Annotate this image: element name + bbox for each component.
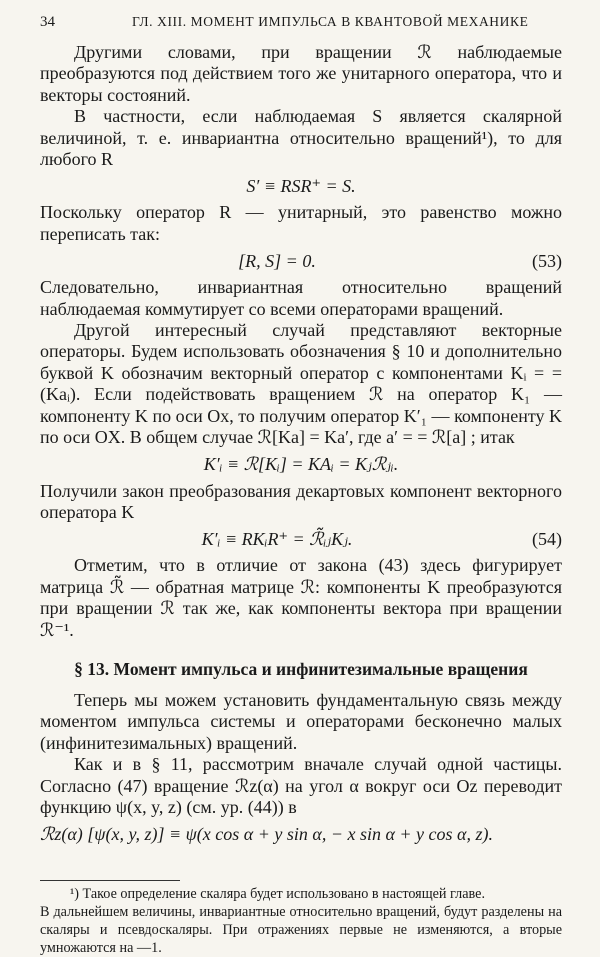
equation-scalar <box>40 170 562 202</box>
footnote-line-2: В дальнейшем величины, инвариантные относительно вращений, будут разделены на скаляры и псевдоскаляры. При отражениях первые не изменяются, а вторые умножаются на —1. <box>40 904 562 957</box>
equation-53-number: (53) <box>532 250 562 271</box>
equation-53 <box>40 245 562 277</box>
paragraph-7: Отметим, что в отличие от закона (43) здесь фигурирует матрица ℛ̃ — обратная матрице ℛ: компоненты K преобразуются при вращении ℛ так же, как компоненты вектора при вращении ℛ⁻¹. <box>40 555 562 640</box>
page-number: 34 <box>40 14 55 30</box>
paragraph-9: Как и в § 11, рассмотрим вначале случай одной частицы. Согласно (47) вращение ℛz(α) на угол α вокруг оси Oz переводит функцию ψ(x, y, z) (см. ур. (44)) в <box>40 754 562 817</box>
equation-54-body: K′ᵢ ≡ RKᵢR⁺ = ℛ̃ᵢⱼKⱼ. <box>201 528 353 549</box>
footnote-line-1: ¹) Такое определение скаляра будет использовано в настоящей главе. <box>70 886 485 903</box>
equation-vector-components-body: K′ᵢ ≡ ℛ[Kᵢ] = KAᵢ = Kⱼℛⱼᵢ. <box>203 454 399 474</box>
equation-54 <box>40 523 562 555</box>
section-title: § 13. Момент импульса и инфинитезимальные вращения <box>74 658 528 679</box>
equation-vector-components <box>40 449 562 481</box>
paragraph-1: Другими словами, при вращении ℛ наблюдаемые преобразуются под действием того же унитарного оператора, что и векторы состояний. <box>40 42 562 105</box>
paragraph-2: В частности, если наблюдаемая S является скалярной величиной, т. е. инвариантна относительно вращений¹), то для любого R <box>40 106 562 170</box>
page-header <box>40 14 562 42</box>
paragraph-3: Поскольку оператор R — унитарный, это равенство можно переписать так: <box>40 202 562 244</box>
paragraph-8: Теперь мы можем установить фундаментальную связь между моментом импульса системы и операторами бесконечно малых (инфинитезимальных) вращений. <box>40 689 562 753</box>
equation-54-number: (54) <box>532 528 562 549</box>
footnote-divider <box>40 880 180 881</box>
equation-rotation-z <box>40 818 562 850</box>
paragraph-4: Следовательно, инвариантная относительно вращений наблюдаемая коммутирует со всеми операторами вращений. <box>40 277 562 319</box>
equation-scalar-body: S′ ≡ RSR⁺ = S. <box>246 175 356 196</box>
paragraph-6: Получили закон преобразования декартовых компонент векторного оператора K <box>40 480 562 522</box>
equation-53-body: [R, S] = 0. <box>238 250 316 271</box>
equation-rotation-z-body: ℛz(α) [ψ(x, y, z)] ≡ ψ(x cos α + y sin α, − x sin α + y cos α, z). <box>40 823 493 844</box>
running-head: ГЛ. XIII. МОМЕНТ ИМПУЛЬСА В КВАНТОВОЙ МЕХАНИКЕ <box>132 14 529 29</box>
paragraph-5: Другой интересный случай представляют векторные операторы. Будем использовать обозначения § 10 и дополнительно буквой K обозначим векторный оператор с компонентами Kᵢ = = (Kaᵢ). Если подействовать вращением ℛ на оператор K₁ — компоненту K по оси Ox, то получим оператор K′₁ — компоненту K по оси OX. В общем случае ℛ[Ka] = Ka′, где a′ = = ℛ[a] ; итак <box>40 320 562 448</box>
